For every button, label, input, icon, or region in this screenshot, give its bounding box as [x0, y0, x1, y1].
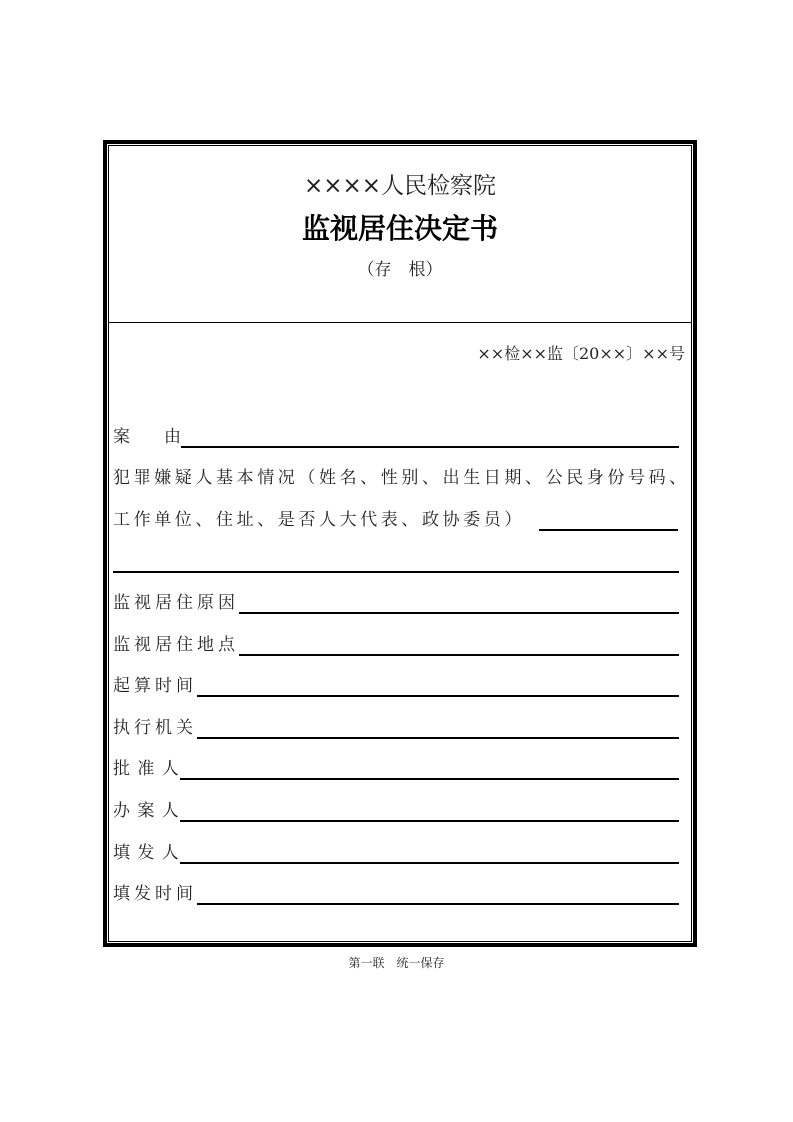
suspect-info-label-line2: 工作单位、住址、是否人大代表、政协委员）	[113, 510, 525, 530]
field-issue-time	[113, 877, 679, 907]
suspect-info-input-line-continued[interactable]	[113, 571, 679, 573]
case-cause-input-line[interactable]	[181, 446, 679, 448]
organization-name: ××××人民检察院	[303, 173, 497, 199]
header-divider	[108, 322, 692, 323]
field-case-cause	[113, 420, 679, 450]
suspect-info-label-line1: 犯罪嫌疑人基本情况（姓名、性别、出生日期、公民身份号码、	[113, 468, 690, 488]
field-label: 填发时间	[113, 884, 197, 904]
field-label: 填 发 人	[113, 843, 180, 863]
approver-input-line[interactable]	[180, 778, 679, 780]
surveillance-reason-input-line[interactable]	[239, 612, 679, 614]
document-subtitle: （存 根）	[357, 260, 443, 280]
field-executing-agency	[113, 711, 679, 741]
field-surveillance-location	[113, 628, 679, 658]
field-label: 办 案 人	[113, 801, 180, 821]
surveillance-location-input-line[interactable]	[239, 654, 679, 656]
suspect-info-input-line[interactable]	[539, 529, 678, 531]
start-time-input-line[interactable]	[197, 695, 679, 697]
field-issuer	[113, 836, 679, 866]
issue-time-input-line[interactable]	[197, 903, 679, 905]
field-label: 监视居住原因	[113, 593, 239, 613]
executing-agency-input-line[interactable]	[197, 737, 679, 739]
field-label: 批 准 人	[113, 759, 180, 779]
footer-note: 第一联 统一保存	[348, 956, 445, 970]
field-start-time	[113, 669, 679, 699]
field-label: 执行机关	[113, 718, 197, 738]
field-label: 案 由	[113, 427, 181, 447]
document-title: 监视居住决定书	[301, 212, 498, 245]
field-case-handler	[113, 794, 679, 824]
field-surveillance-reason	[113, 586, 679, 616]
field-approver	[113, 752, 679, 782]
field-label: 监视居住地点	[113, 635, 239, 655]
case-handler-input-line[interactable]	[180, 820, 679, 822]
issuer-input-line[interactable]	[180, 862, 679, 864]
field-label: 起算时间	[113, 676, 197, 696]
document-number: ××检××监〔20××〕××号	[477, 344, 685, 363]
